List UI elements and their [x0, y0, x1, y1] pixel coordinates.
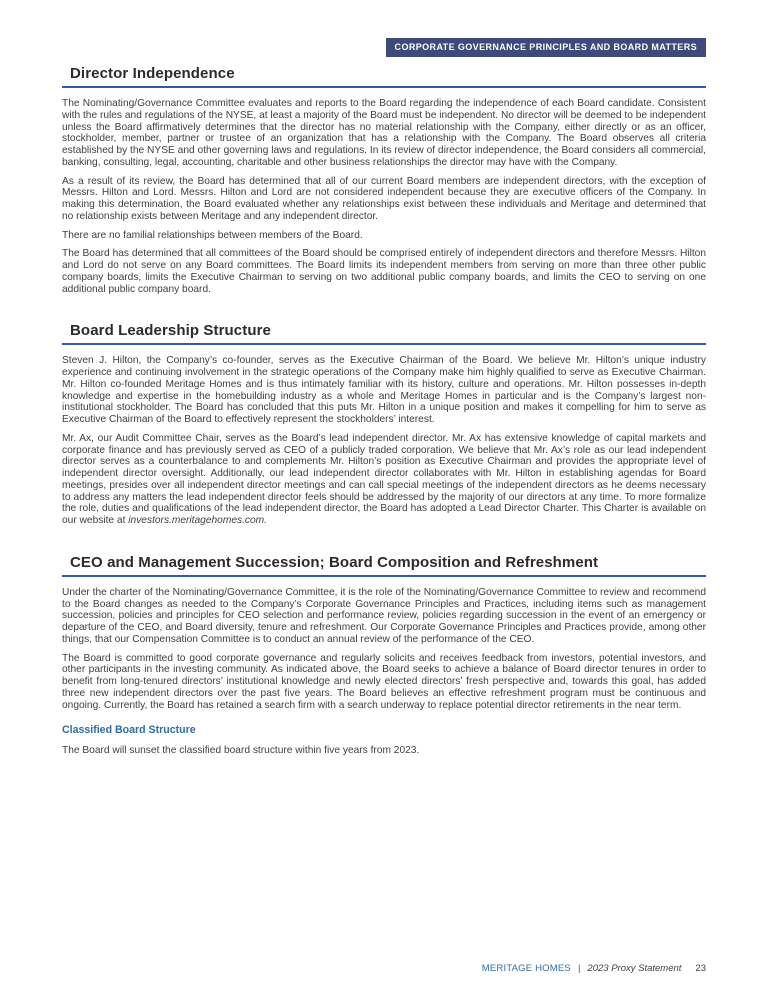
paragraph: There are no familial relationships between members of the Board. — [62, 229, 363, 241]
page-content — [0, 57, 768, 757]
paragraph-lead-director — [62, 433, 706, 527]
section-board-leadership-structure — [62, 322, 706, 527]
paragraph: The Nominating/Governance Committee evaluates and reports to the Board regarding the independence of each Board candidate. Consistent with the rules and regulations of the NYSE, at least a majority of the Board must be independent. No director will be deemed to be independent unless the Board affirmatively determines that the director has no material relationship with the Company, either directly or as an officer, stockholder, member, partner or trustee of an organization that has a relationship with the Company. The Board observes all criteria established by the NYSE and other governing laws and regulations. In its review of director independence, the Board considers all commercial, banking, consulting, legal, accounting, charitable and other business relationships the director may have with the Company. — [62, 98, 706, 168]
footer-brand: MERITAGE HOMES — [481, 963, 571, 974]
section-director-independence — [62, 65, 706, 295]
paragraph: The Board is committed to good corporate governance and regularly solicits and receives feedback from investors, potential investors, and other participants in the investing community. As indicated above, the Board seeks to achieve a balance of Board director tenures in order to benefit from long-tenured directors’ institutional knowledge and newly elected directors’ fresh perspective and, towards this goal, has added three new independent directors over the past five years. The Board believes an effective refreshment program must be continuous and ongoing. Currently, the Board has retained a search firm with a search underway to replace potential director retirements in the near term. — [62, 652, 706, 711]
website-url-text: investors.meritagehomes.com. — [128, 515, 267, 526]
page-footer — [482, 963, 706, 974]
footer-document-title: 2023 Proxy Statement — [587, 963, 682, 974]
footer-page-number: 23 — [695, 963, 706, 974]
banner-row — [0, 0, 768, 57]
section-banner: CORPORATE GOVERNANCE PRINCIPLES AND BOARD MATTERS — [386, 38, 706, 57]
paragraph: The Board has determined that all committees of the Board should be comprised entirely of independent directors and therefore Messrs. Hilton and Lord do not serve on any Board committees. The Board limits its independent members from serving on more than three other public company boards, limits the Executive Chairman to serving on two additional public company boards, and limits the CEO to serving on one additional public company board. — [62, 248, 706, 295]
section-heading-ceo-succession: CEO and Management Succession; Board Composition and Refreshment — [62, 554, 706, 577]
section-ceo-management-succession — [62, 554, 706, 757]
paragraph: Steven J. Hilton, the Company’s co-founder, serves as the Executive Chairman of the Board. We believe Mr. Hilton’s unique industry experience and continuing involvement in the strategic operations of the Company make him highly qualified to serve as Executive Chairman. Mr. Hilton co-founded Meritage Homes and is thus intimately familiar with its history, culture and operations. Mr. Hilton possesses in-depth knowledge and expertise in the homebuilding industry as a whole and Meritage Homes in particular and is the Company’s largest non-institutional stockholder. The Board has concluded that this puts Mr. Hilton in a unique position and makes it compelling for him to serve as Executive Chairman of the Board to effectively represent the stockholders’ interest. — [62, 355, 706, 425]
paragraph-text: Mr. Ax, our Audit Committee Chair, serves as the Board’s lead independent director. Mr. Ax has extensive knowledge of capital markets and corporate finance and has previously served as CEO of a publicly traded corporation. We believe that Mr. Ax’s role as our lead independent director serves as a counterbalance to and complements Mr. Hilton’s position as Executive Chairman and provides the appropriate level of independent director oversight. Additionally, our lead independent director collaborates with Mr. Hilton in establishing agendas for Board meetings, presides over all independent director meetings and can call special meetings of the independent directors as he deems necessary to address any matters the lead independent director feels should be addressed by the majority of our directors at any time. To more formalize the role, duties and qualifications of the lead independent director, the Board has adopted a Lead Director Charter. This Charter is available on our website at — [62, 432, 706, 526]
paragraph: Under the charter of the Nominating/Governance Committee, it is the role of the Nominating/Governance Committee to review and recommend to the Board changes as needed to the Company’s Corporate Governance Principles and Practices, including items such as management succession, policies and principles for CEO selection and performance review, policies regarding succession in the event of an emergency or departure of the CEO, and Board diversity, tenure and refreshment. Our Corporate Governance Principles and Practices provide, among other things, that our Compensation Committee is to conduct an annual review of the performance of the CEO. — [62, 586, 706, 645]
paragraph: As a result of its review, the Board has determined that all of our current Board members are independent directors, with the exception of Messrs. Hilton and Lord. Messrs. Hilton and Lord are not considered independent because they are executive officers of the Company. In making this determination, the Board evaluated whether any relationships exist between these individuals and Meritage and determined that no relationship exists between Meritage and any independent director. — [62, 175, 706, 222]
footer-separator: | — [577, 963, 581, 974]
section-heading-director-independence: Director Independence — [62, 65, 706, 88]
subheading-classified-board-structure: Classified Board Structure — [62, 724, 196, 737]
paragraph: The Board will sunset the classified board structure within five years from 2023. — [62, 745, 420, 757]
section-heading-board-leadership: Board Leadership Structure — [62, 322, 706, 345]
